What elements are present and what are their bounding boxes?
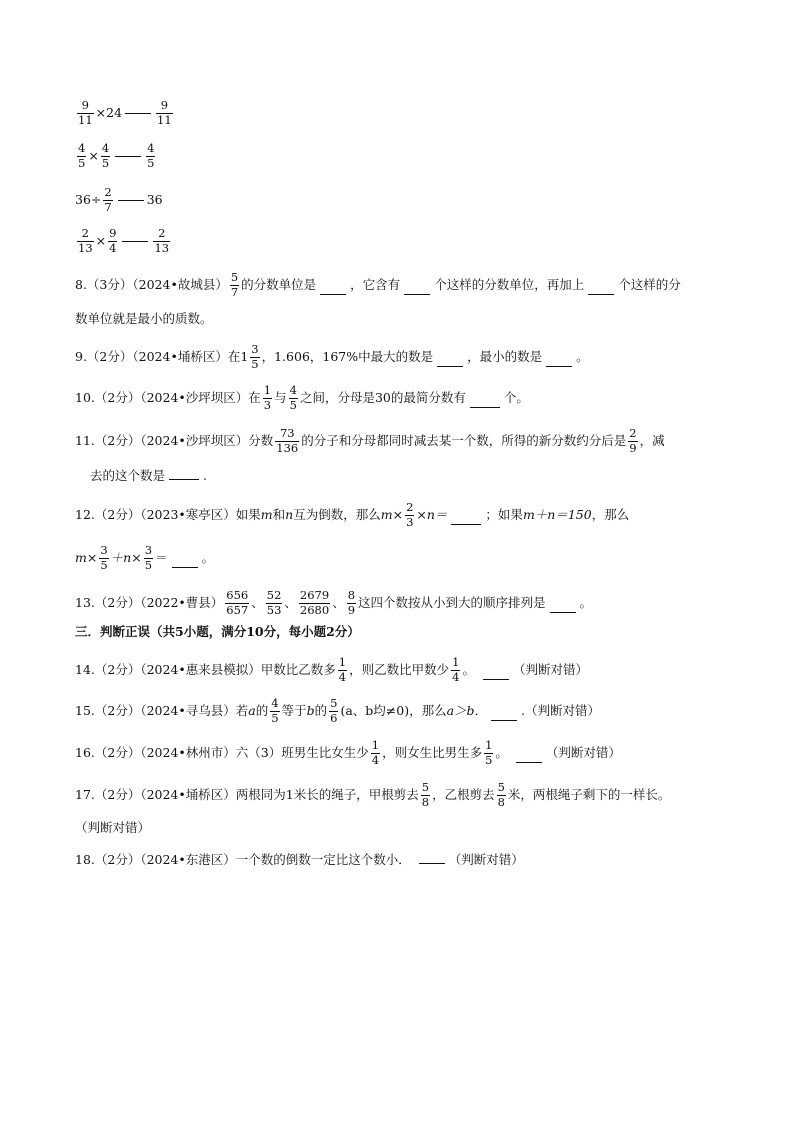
- answer-blank[interactable]: [320, 293, 346, 295]
- answer-blank[interactable]: [470, 406, 500, 408]
- question-text: 。: [201, 549, 215, 565]
- question-head: 11.（2分）（2024•沙坪坝区）分数: [75, 432, 274, 448]
- fraction: $\frac{52}{53}$: [266, 588, 282, 617]
- answer-blank[interactable]: [516, 761, 542, 763]
- question-17-cont: [75, 822, 722, 835]
- question-text: 个这样的分: [618, 276, 681, 292]
- expression-text: ＝: [155, 549, 168, 565]
- question-text: ，减: [639, 432, 665, 448]
- question-head: 9.（2分）（2024•埇桥区）在1: [75, 348, 249, 364]
- question-text: 的: [314, 702, 328, 718]
- answer-blank[interactable]: [491, 719, 517, 721]
- expression-text: a＞b．: [446, 702, 488, 718]
- question-11-cont: [90, 470, 722, 483]
- fraction: $\frac{4}{5}$: [147, 141, 155, 170]
- question-text: (a、b均≠0)，那么: [340, 702, 447, 718]
- compare-blank[interactable]: [115, 156, 141, 157]
- expression-text: ＋n×: [110, 549, 142, 565]
- question-text: .: [203, 468, 207, 483]
- question-head: 8.（3分）（2024•故城县）: [75, 276, 228, 292]
- compare-row-2: [75, 143, 722, 169]
- question-text: 互为倒数，那么: [293, 506, 381, 522]
- question-text: 的分数单位是: [241, 276, 317, 292]
- answer-blank[interactable]: [546, 365, 572, 367]
- question-text: 这四个数按从小到大的顺序排列是: [358, 594, 546, 610]
- question-head: 12.（2分）（2023•寒亭区）如果: [75, 506, 261, 522]
- separator: 、: [251, 594, 264, 610]
- compare-row-3: [75, 187, 722, 213]
- fraction: $\frac{3}{5}$: [251, 342, 259, 371]
- separator: 、: [332, 594, 345, 610]
- question-text: （判断对错）: [75, 820, 151, 835]
- fraction: $\frac{3}{5}$: [100, 543, 108, 572]
- question-text: 数单位就是最小的质数。: [75, 311, 213, 326]
- operator: ×: [88, 147, 99, 163]
- question-10: [75, 385, 722, 411]
- fraction: $\frac{5}{6}$: [330, 696, 338, 725]
- question-text: 。: [576, 348, 589, 364]
- question-14: [75, 657, 722, 683]
- operator: ×: [95, 232, 107, 248]
- fraction: $\frac{9}{4}$: [109, 226, 117, 255]
- question-text: （判断对错）: [545, 744, 621, 760]
- question-text: ，那么: [591, 506, 630, 522]
- question-text: 与: [274, 389, 287, 405]
- question-head: 14.（2分）（2024•惠来县模拟）甲数比乙数多: [75, 661, 336, 677]
- expression-text: m×: [380, 506, 404, 522]
- question-text: 。: [462, 661, 475, 677]
- question-text: 米，两根绳子剩下的一样长。: [507, 786, 671, 802]
- fraction: $\frac{8}{9}$: [347, 588, 356, 617]
- fraction: $\frac{1}{3}$: [263, 383, 272, 412]
- answer-blank[interactable]: [437, 365, 463, 367]
- fraction: $\frac{1}{4}$: [338, 655, 347, 684]
- question-text: ，则女生比男生多: [382, 744, 483, 760]
- question-head: 15.（2分）（2024•寻乌县）若: [75, 702, 249, 718]
- question-text: 个这样的分数单位，再加上: [434, 276, 585, 292]
- answer-blank[interactable]: [169, 478, 199, 480]
- question-text: 18.（2分）（2024•东港区）一个数的倒数一定比这个数小．: [75, 852, 411, 867]
- separator: 、: [284, 594, 297, 610]
- compare-blank[interactable]: [122, 241, 148, 242]
- answer-blank[interactable]: [451, 523, 481, 525]
- question-head: 10.（2分）（2024•沙坪坝区）在: [75, 389, 261, 405]
- question-text: （判断对错）: [448, 852, 524, 867]
- question-text: 。: [579, 594, 593, 610]
- question-text: ，乙根剪去: [432, 786, 495, 802]
- question-8-cont: [75, 313, 722, 326]
- compare-row-4: [75, 228, 722, 254]
- answer-blank[interactable]: [419, 862, 445, 864]
- question-text: .（判断对错）: [521, 702, 601, 718]
- fraction: $\frac{4}{5}$: [78, 141, 86, 170]
- expression-text: ×n＝: [416, 506, 448, 522]
- fraction: $\frac{1}{5}$: [485, 738, 493, 767]
- question-text: 之间，分母是30的最简分数有: [299, 389, 466, 405]
- variable: n: [285, 506, 294, 522]
- compare-row-1: [75, 100, 722, 126]
- answer-blank[interactable]: [404, 293, 430, 295]
- fraction: $\frac{9}{11}$: [157, 98, 172, 127]
- question-18: [75, 854, 722, 867]
- question-17: [75, 782, 722, 808]
- answer-blank[interactable]: [172, 566, 198, 568]
- question-text: 。: [495, 744, 508, 760]
- question-9: [75, 344, 722, 370]
- section-3-heading: [75, 626, 722, 639]
- question-15: [75, 698, 722, 724]
- variable: m: [260, 506, 273, 522]
- fraction: $\frac{9}{11}$: [78, 98, 93, 127]
- fraction: $\frac{2679}{2680}$: [299, 588, 330, 617]
- question-head: 17.（2分）（2024•埇桥区）两根同为1米长的绳子，甲根剪去: [75, 786, 419, 802]
- question-12-cont: [75, 545, 722, 571]
- fraction: $\frac{2}{9}$: [629, 426, 637, 455]
- variable: b: [306, 702, 315, 718]
- fraction: $\frac{1}{4}$: [452, 655, 460, 684]
- question-13: [75, 590, 722, 616]
- question-text: ；如果: [485, 506, 523, 522]
- fraction: $\frac{2}{7}$: [104, 185, 112, 214]
- question-head: 13.（2分）（2022•曹县）: [75, 594, 224, 610]
- fraction: $\frac{656}{657}$: [226, 588, 249, 617]
- fraction: $\frac{5}{8}$: [421, 780, 430, 809]
- variable: a: [248, 702, 256, 718]
- question-text: ，它含有: [350, 276, 401, 292]
- question-head: 16.（2分）（2024•林州市）六（3）班男生比女生少: [75, 744, 369, 760]
- question-text: 的: [255, 702, 269, 718]
- expression-text: ×24: [95, 104, 123, 120]
- expression-text: m×: [75, 549, 98, 565]
- question-text: 个。: [503, 389, 529, 405]
- question-text: 和: [272, 506, 286, 522]
- answer-blank[interactable]: [550, 611, 576, 613]
- expression-text: 36: [146, 191, 163, 207]
- fraction: $\frac{5}{8}$: [497, 780, 505, 809]
- expression-text: 36÷: [75, 191, 102, 207]
- question-8: [75, 272, 722, 298]
- question-12: [75, 502, 722, 528]
- fraction: $\frac{73}{136}$: [276, 426, 299, 455]
- compare-blank[interactable]: [125, 113, 151, 114]
- question-text: （判断对错）: [512, 661, 588, 677]
- question-text: ，最小的数是: [467, 348, 543, 364]
- answer-blank[interactable]: [588, 293, 614, 295]
- fraction: $\frac{4}{5}$: [289, 383, 297, 412]
- fraction: $\frac{5}{7}$: [230, 270, 239, 299]
- question-text: ，则乙数比甲数少: [349, 661, 450, 677]
- question-text: ，1.606，167%中最大的数是: [261, 348, 434, 364]
- fraction: $\frac{3}{5}$: [144, 543, 153, 572]
- question-text: 的分子和分母都同时减去某一个数，所得的新分数约分后是: [301, 432, 627, 448]
- fraction: $\frac{2}{13}$: [78, 226, 93, 255]
- expression-text: m＋n＝150: [522, 506, 592, 522]
- fraction: $\frac{2}{13}$: [154, 226, 170, 255]
- question-16: [75, 740, 722, 766]
- question-text: 等于: [281, 702, 307, 718]
- fraction: $\frac{1}{4}$: [371, 738, 380, 767]
- answer-blank[interactable]: [483, 678, 509, 680]
- fraction: $\frac{2}{3}$: [406, 500, 414, 529]
- section-title: 三．判断正误（共5小题，满分10分，每小题2分）: [75, 624, 360, 639]
- question-text: 去的这个数是: [90, 468, 166, 483]
- fraction: $\frac{4}{5}$: [271, 696, 279, 725]
- compare-blank[interactable]: [118, 200, 144, 201]
- fraction: $\frac{4}{5}$: [101, 141, 110, 170]
- question-11: [75, 428, 722, 454]
